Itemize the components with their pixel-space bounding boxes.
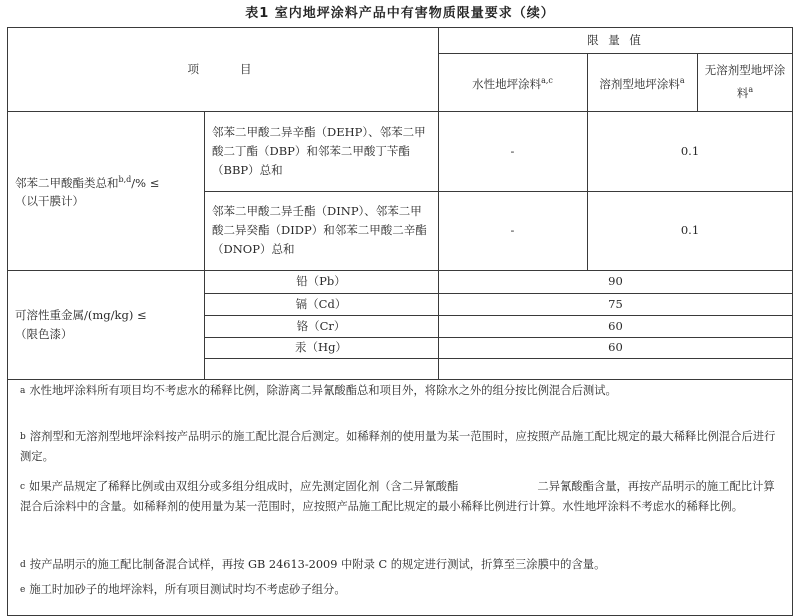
- metal-row-value: 60: [608, 318, 623, 333]
- metal-row-name: 铬（Cr）: [296, 318, 346, 333]
- phthalates-row2-value: 0.1: [680, 223, 700, 237]
- header-limit: 限 量 值: [587, 32, 644, 47]
- table-title: 表1 室内地坪涂料产品中有害物质限量要求（续）: [245, 6, 555, 21]
- header-solvent-based: 溶剂型地坪涂料$^a$: [599, 75, 685, 91]
- phthalates-row2-name: 邻苯二甲酸二异壬酯（DINP）、邻苯二甲酸二异癸酯（DIDP）和邻苯二甲酸二辛酯（DNOP）总和: [212, 204, 427, 256]
- footnote-d: $^d$ 按产品明示的施工配比制备混合试样，再按 GB 24613-2009 中附录 C 的规定进行测试，折算至三涂膜中的含量。: [20, 558, 606, 571]
- footnote-c: $^c$ 如果产品规定了稀释比例或由双组分或多组分组成时，应先测定固化剂（含二异氰酸酯 二异氰酸酯含量，再按产品明示的施工配比计算混合后涂料中的含量。如稀释剂的使用量为某一范围时，应按照产品施工配比规定的最小稀释比例进行计算。水性地坪涂料不考虑水的稀释比例。: [20, 480, 775, 513]
- metal-row-value: 60: [608, 340, 623, 354]
- metal-row-value: 90: [608, 274, 623, 288]
- metals-label: 可溶性重金属/(mg/kg) ≤ （限色漆）: [15, 307, 147, 341]
- limits-table: [7, 27, 793, 616]
- header-project: 项 目: [187, 61, 258, 76]
- header-solvent-free: 无溶剂型地坪涂料$^a$: [704, 63, 786, 100]
- metal-row-name: 镉（Cd）: [295, 296, 347, 311]
- phthalates-row1-value: 0.1: [680, 143, 700, 158]
- metal-row-name: 铅（Pb）: [296, 274, 346, 288]
- footnote-a: $^a$ 水性地坪涂料所有项目均不考虑水的稀释比例，除游离二异氰酸酯总和项目外，将除水之外的组分按比例混合后测试。: [20, 384, 617, 397]
- footnote-b: $^b$ 溶剂型和无溶剂型地坪涂料按产品明示的施工配比混合后测定。如稀释剂的使用量为某一范围时，应按照产品施工配比规定的最大稀释比例混合后进行测定。: [20, 430, 776, 463]
- phthalates-row2-water: -: [510, 223, 515, 237]
- phthalates-label: 邻苯二甲酸酯类总和$^{b,d}$/% ≤ （以干膜计）: [15, 174, 160, 209]
- phthalates-row1-water: -: [510, 143, 515, 158]
- footnote-e: $^e$ 施工时加砂子的地坪涂料，所有项目测试时均不考虑砂子组分。: [20, 583, 346, 596]
- metal-row-name: 汞（Hg）: [295, 340, 347, 354]
- phthalates-row1-name: 邻苯二甲酸二异辛酯（DEHP）、邻苯二甲酸二丁酯（DBP）和邻苯二甲酸丁苄酯（BBP）总和: [212, 124, 426, 177]
- metal-row-value: 75: [608, 296, 623, 311]
- header-water-based: 水性地坪涂料$^{a,c}$: [472, 75, 553, 91]
